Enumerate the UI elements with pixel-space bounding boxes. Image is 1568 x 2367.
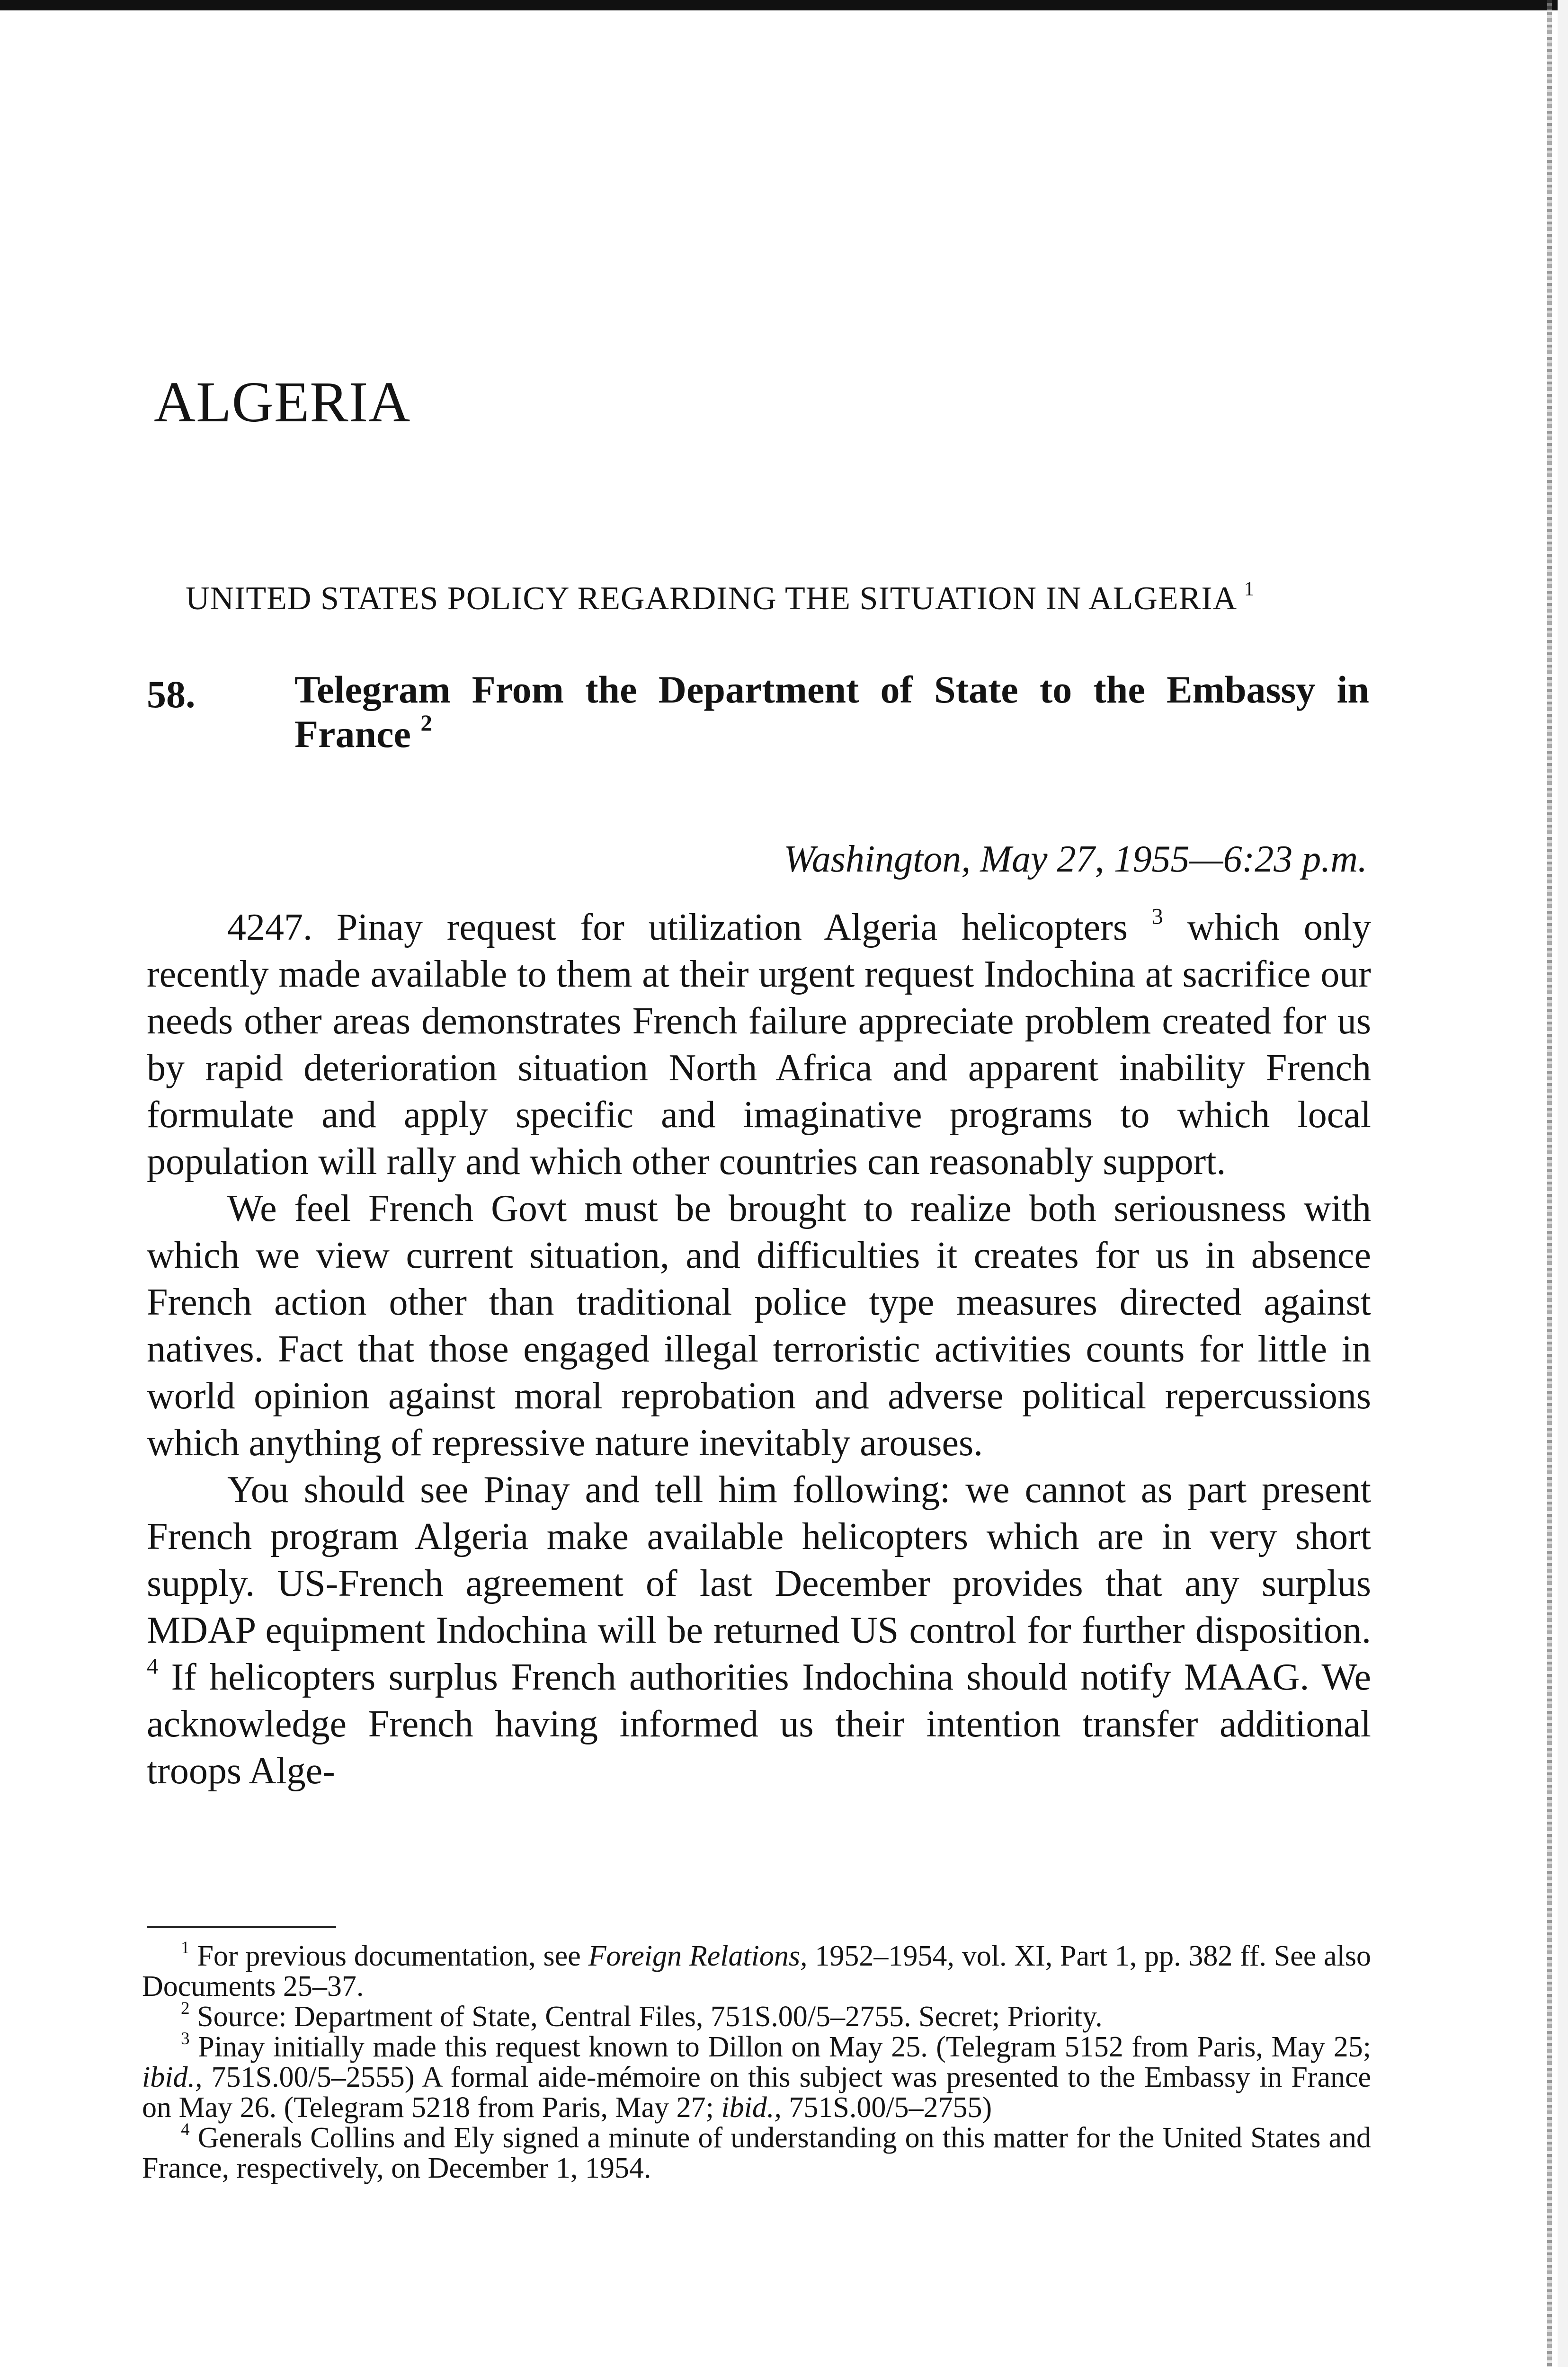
footnote-text: 1952–1954, vol. XI, Part 1, pp. 382 ff. See also Documents 25–37. <box>142 1940 1372 2002</box>
footnote-ref: 2 <box>420 710 432 736</box>
paragraph-text: You should see Pinay and tell him following: we cannot as part present French program Algeria make available helicopters which are in very short supply. US-French agreement of last December provides that any surplus MDAP equipment Indochina will be returned US control for further disposition. <box>147 1469 1371 1651</box>
footnote-ref: 3 <box>1151 904 1163 929</box>
footnote-italic: Foreign Relations, <box>588 1940 808 1972</box>
footnote-mark: 4 <box>181 2119 190 2139</box>
footnote <box>142 2119 1372 2184</box>
footnotes <box>142 1938 1372 2184</box>
page-right-edge <box>1547 0 1552 2367</box>
paragraph-text: 4247. Pinay request for utilization Algeria helicopters <box>227 907 1128 948</box>
footnote-text: For previous documentation, see <box>197 1940 581 1972</box>
footnote <box>142 2029 1372 2124</box>
footnote-text: Source: Department of State, Central Files, 751S.00/5–2755. Secret; Priority. <box>197 2001 1103 2033</box>
page-right-margin <box>1558 0 1568 2367</box>
document-number: 58. <box>147 673 196 716</box>
footnote-italic: ibid., <box>142 2061 203 2093</box>
document-title <box>294 667 1369 756</box>
footnote-mark: 1 <box>181 1938 190 1958</box>
footnote-text: 751S.00/5–2755) <box>789 2091 992 2124</box>
footnote-ref: 4 <box>147 1654 158 1679</box>
footnote-divider <box>147 1926 336 1928</box>
paragraph <box>147 904 1371 1185</box>
telegram-body <box>147 904 1371 1795</box>
footnote <box>142 1998 1371 2033</box>
section-heading <box>186 580 1255 618</box>
paragraph: We feel French Govt must be brought to realize both seriousness with which we view current situation, and difficulties it creates for us in absence French action other than traditional police type measures directed against natives. Fact that those engaged illegal terroristic activities counts for little in world opinion against moral reprobation and adverse political repercussions which anything of repressive nature inevitably arouses. <box>147 1188 1371 1464</box>
footnote-text: Generals Collins and Ely signed a minute of understanding on this matter for the United States and France, respectively, on December 1, 1954. <box>142 2122 1372 2184</box>
footnote-ref: 1 <box>1244 578 1255 600</box>
footnote-text: 751S.00/5–2555) A formal aide-mémoire on this subject was presented to the Embassy in France on May 26. (Telegram 5218 from Paris, May 27; <box>142 2061 1372 2124</box>
paragraph <box>147 1467 1371 1795</box>
chapter-title: ALGERIA <box>154 370 411 434</box>
paragraph-text: which only recently made available to them at their urgent request Indochina at sacrifice our needs other areas demonstrates French failure appreciate problem created for us by rapid deterioration situation North Africa and apparent inability French formulate and apply specific and imaginative programs to which local population will rally and which other countries can reasonably support. <box>147 907 1372 1183</box>
footnote-text: Pinay initially made this request known to Dillon on May 25. (Telegram 5152 from Paris, May 25; <box>198 2031 1371 2063</box>
footnote-mark: 2 <box>181 1998 190 2018</box>
footnote-mark: 3 <box>181 2029 190 2048</box>
dateline: Washington, May 27, 1955—6:23 p.m. <box>784 838 1367 880</box>
section-heading-text: UNITED STATES POLICY REGARDING THE SITUATION IN ALGERIA <box>186 580 1236 617</box>
footnote-italic: ibid., <box>721 2091 782 2124</box>
page-top-edge <box>0 0 1568 10</box>
paragraph-text: If helicopters surplus French authorities Indochina should notify MAAG. We acknowledge French having informed us their intention transfer additional troops Alge- <box>147 1656 1372 1792</box>
document-title-text: Telegram From the Department of State to the Embassy in France <box>294 668 1369 756</box>
footnote <box>142 1938 1372 2002</box>
